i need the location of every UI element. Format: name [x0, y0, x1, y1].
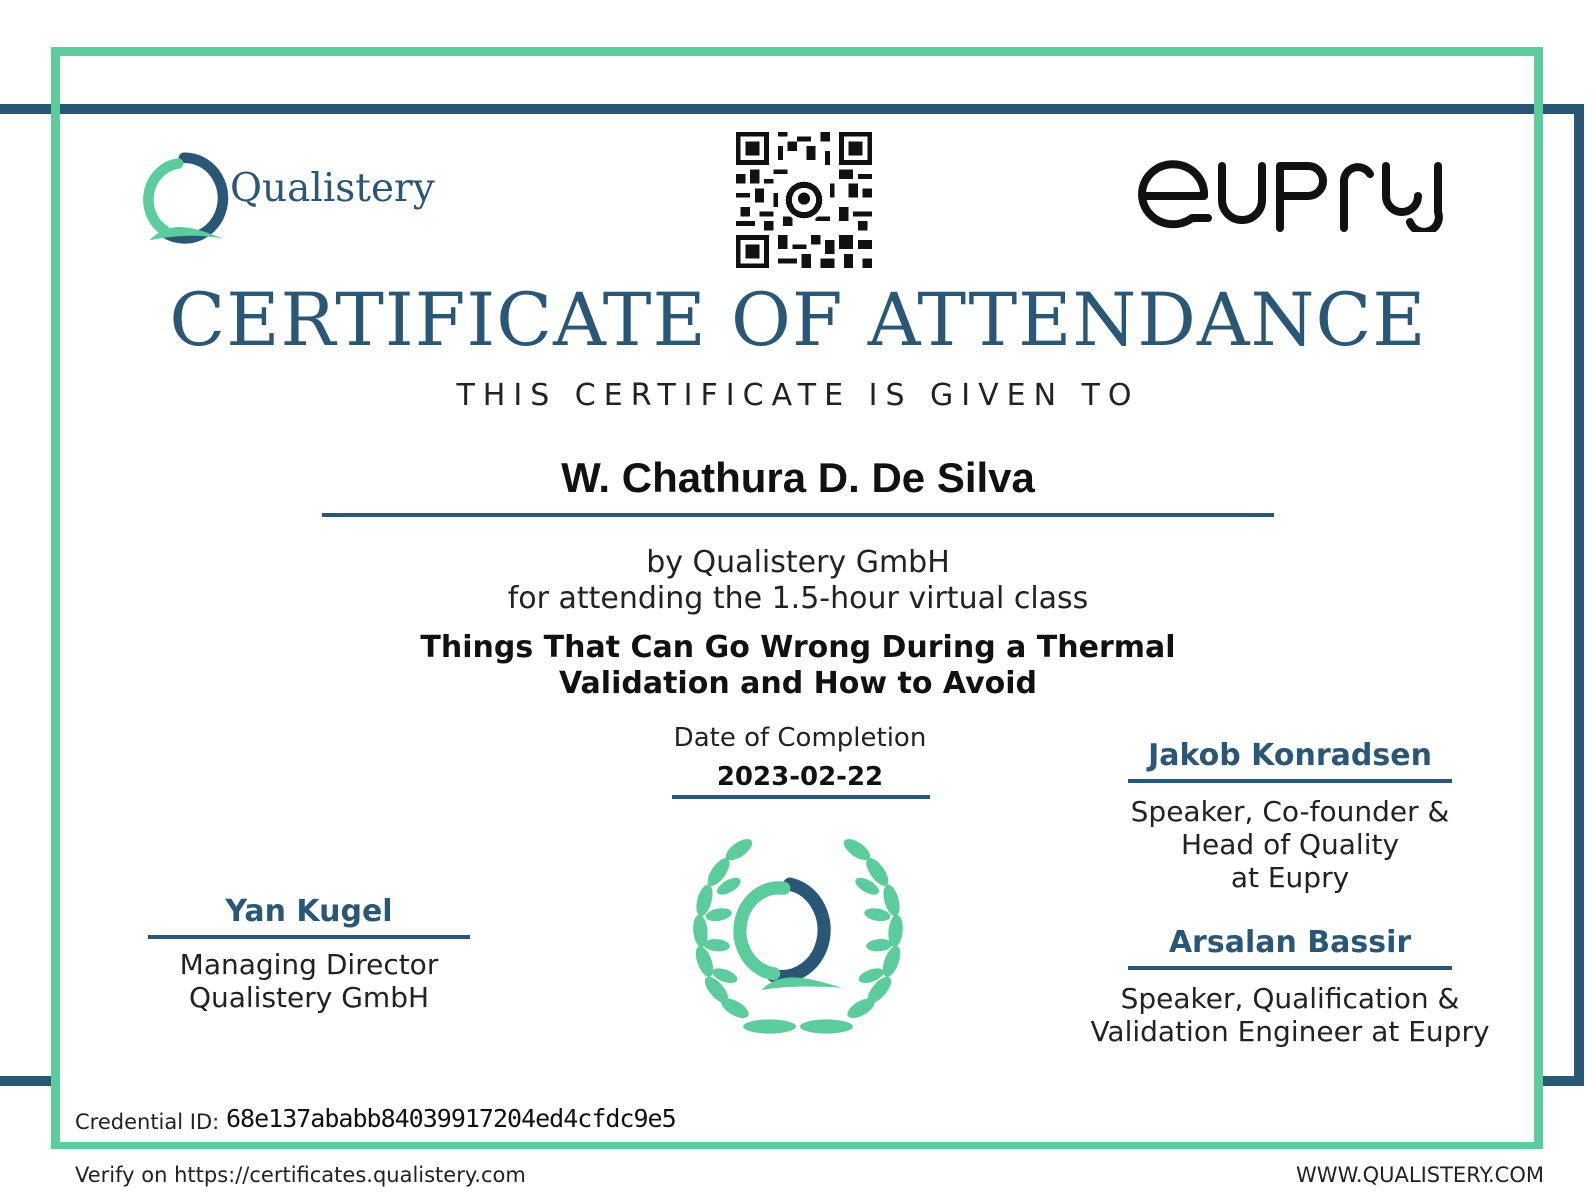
- certificate-subtitle: THIS CERTIFICATE IS GIVEN TO: [456, 378, 1140, 413]
- signatory-name: Jakob Konradsen: [1148, 738, 1432, 773]
- credential-id-value: 68e137ababb84039917204ed4cfdc9e5: [226, 1104, 676, 1133]
- signatory-role-line: Speaker, Qualification &: [1120, 982, 1460, 1015]
- completion-date-underline: [672, 795, 930, 799]
- signatory-role-line: Validation Engineer at Eupry: [1090, 1015, 1490, 1048]
- verify-link[interactable]: Verify on https://certificates.qualistery.com: [75, 1163, 526, 1187]
- issuer-line: by Qualistery GmbH: [646, 545, 950, 580]
- signatory-role-line: Speaker, Co-founder &: [1130, 795, 1450, 828]
- signatory-role-line: Head of Quality: [1180, 828, 1400, 861]
- signatory-role-line: Qualistery GmbH: [188, 981, 430, 1014]
- signatory-underline: [1128, 779, 1452, 783]
- qr-code-icon[interactable]: [736, 132, 872, 268]
- signatory-role: [1110, 795, 1470, 894]
- signatory-underline: [148, 935, 470, 939]
- completion-date-label: Date of Completion: [673, 723, 927, 753]
- signatory-underline: [1128, 966, 1452, 970]
- qualistery-q-logo-icon: [136, 152, 232, 248]
- signatory-name: Arsalan Bassir: [1168, 925, 1412, 960]
- signatory-role: [1080, 982, 1500, 1048]
- brand-name: Qualistery: [230, 166, 435, 211]
- completion-date-value: 2023-02-22: [716, 762, 884, 792]
- recipient-name: W. Chathura D. De Silva: [561, 454, 1035, 501]
- course-title-line-2: Validation and How to Avoid: [558, 666, 1037, 701]
- certificate-title: CERTIFICATE OF ATTENDANCE: [169, 278, 1427, 363]
- recipient-underline: [322, 513, 1274, 517]
- signatory-role-line: Managing Director: [179, 948, 439, 981]
- purpose-line: for attending the 1.5-hour virtual class: [507, 581, 1089, 616]
- eupry-logo: [1138, 156, 1450, 232]
- course-title-line-1: Things That Can Go Wrong During a Thermal: [420, 630, 1176, 665]
- signatory-name: Yan Kugel: [225, 894, 393, 929]
- website-link[interactable]: WWW.QUALISTERY.COM: [1296, 1163, 1544, 1187]
- laurel-wreath-seal-icon: [676, 826, 920, 1042]
- credential-id-label: Credential ID:: [75, 1110, 220, 1134]
- signatory-role: [148, 948, 470, 1014]
- signatory-role-line: at Eupry: [1230, 861, 1350, 894]
